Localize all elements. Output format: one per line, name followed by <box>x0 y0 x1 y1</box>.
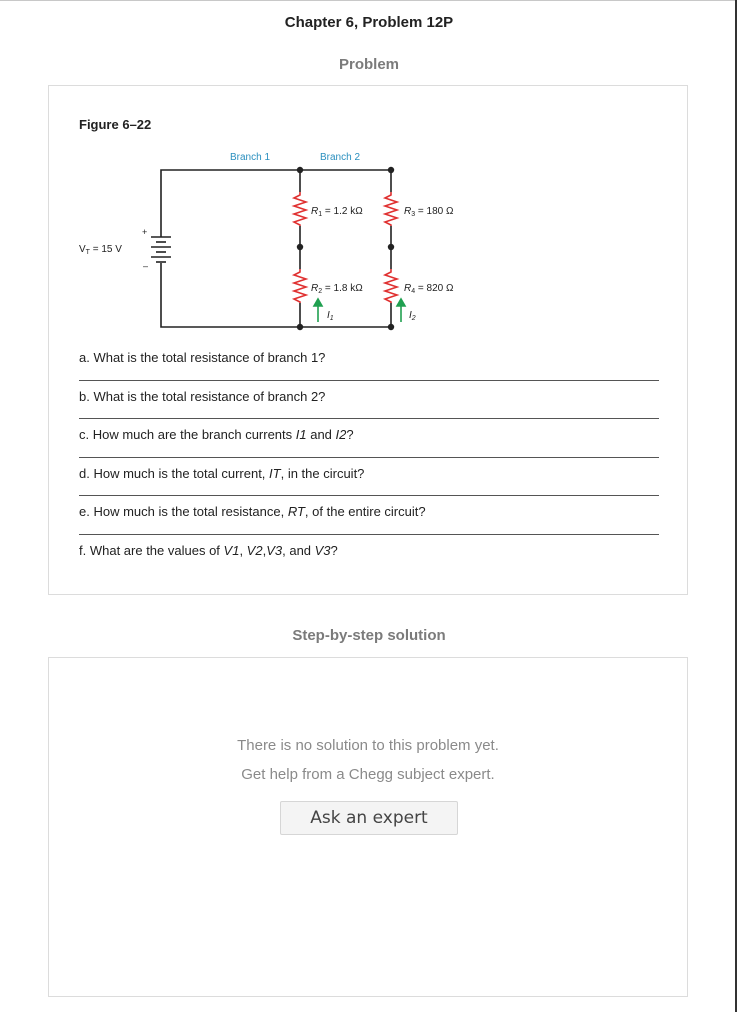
i1-label: $I_1$ <box>327 310 334 322</box>
r4-label: $R_4 = 820$ Ω <box>404 283 454 295</box>
circuit-wires <box>161 170 391 327</box>
i2-label: $I_2$ <box>409 310 416 322</box>
question-f: f. What are the values of V1, V2,V3, and V3? <box>79 542 338 558</box>
top-border <box>0 0 737 1</box>
circuit-nodes <box>297 167 394 330</box>
resistor-r1 <box>294 192 306 226</box>
solution-heading: Step-by-step solution <box>292 627 446 644</box>
r3-label: $R_3 = 180$ Ω <box>404 206 454 218</box>
r2-label: $R_2 = 1.8$ kΩ <box>311 283 363 295</box>
figure-label: Figure 6–22 <box>79 117 152 132</box>
question-list <box>79 342 659 574</box>
question-a: a. What is the total resistance of branch 1? <box>79 342 659 381</box>
problem-card <box>48 85 688 595</box>
question-d: d. How much is the total current, IT, in the circuit? <box>79 458 659 497</box>
question-b: b. What is the total resistance of branch 2? <box>79 381 659 420</box>
no-solution-message: There is no solution to this problem yet. <box>237 737 499 754</box>
branch1-label: Branch 1 <box>230 152 271 163</box>
question-e: e. How much is the total resistance, RT, of the entire circuit? <box>79 496 659 535</box>
circuit-diagram <box>79 148 454 338</box>
resistor-r3 <box>385 192 397 226</box>
right-border <box>735 0 737 1012</box>
r1-label: $R_1 = 1.2$ kΩ <box>311 206 363 218</box>
help-message: Get help from a Chegg subject expert. <box>241 766 495 783</box>
page-title: Chapter 6, Problem 12P <box>284 14 454 31</box>
resistor-r4 <box>385 269 397 303</box>
battery-minus: – <box>143 261 149 271</box>
resistor-r2 <box>294 269 306 303</box>
branch2-label: Branch 2 <box>320 152 361 163</box>
problem-heading: Problem <box>338 56 399 73</box>
source-voltage-label: $V_T = 15$ V <box>79 244 122 256</box>
battery-plus: + <box>142 227 148 237</box>
ask-expert-button[interactable]: Ask an expert <box>280 801 458 835</box>
battery-symbol <box>151 237 171 262</box>
question-c: c. How much are the branch currents I1 and I2? <box>79 419 659 458</box>
solution-card <box>48 657 688 997</box>
